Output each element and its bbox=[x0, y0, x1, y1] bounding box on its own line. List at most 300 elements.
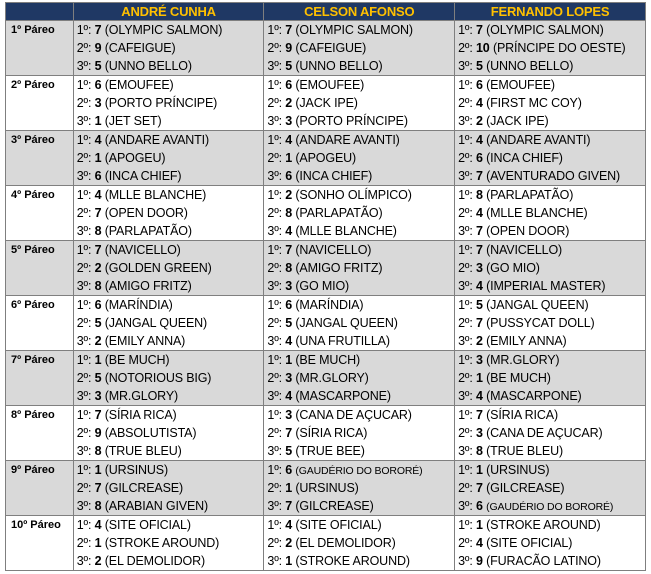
pick-position: 1º: bbox=[76, 133, 92, 147]
pick-line bbox=[74, 204, 264, 222]
race-label-cell bbox=[6, 351, 74, 406]
pick-position: 3º: bbox=[76, 59, 92, 73]
pick-cell bbox=[455, 351, 646, 406]
pick-position: 1º: bbox=[458, 463, 473, 477]
pick-cell bbox=[264, 351, 455, 406]
pick-horse: (MLLE BLANCHE) bbox=[486, 206, 588, 220]
pick-line bbox=[455, 76, 645, 94]
pick-horse: (TRUE BEE) bbox=[295, 444, 365, 458]
pick-horse: (EMOUFEE) bbox=[104, 78, 174, 92]
pick-number: 8 bbox=[285, 261, 293, 275]
pick-horse: (INCA CHIEF) bbox=[104, 169, 182, 183]
pick-position: 3º: bbox=[267, 499, 282, 513]
pick-number: 3 bbox=[476, 426, 483, 440]
pick-cell bbox=[73, 131, 264, 186]
pick-horse: (BE MUCH) bbox=[486, 371, 551, 385]
pick-line bbox=[455, 552, 645, 570]
pick-horse: (PORTO PRÍNCIPE) bbox=[295, 114, 408, 128]
pick-horse: (AMIGO FRITZ) bbox=[104, 279, 192, 293]
pick-line bbox=[264, 131, 454, 149]
pick-cell bbox=[73, 76, 264, 131]
pick-number: 7 bbox=[94, 243, 102, 257]
pick-number: 4 bbox=[94, 518, 102, 532]
pick-horse: (UNA FRUTILLA) bbox=[295, 334, 390, 348]
pick-horse: (OLYMPIC SALMON) bbox=[486, 23, 604, 37]
pick-horse: (TRUE BLEU) bbox=[486, 444, 563, 458]
pick-number: 4 bbox=[476, 536, 483, 550]
pick-line bbox=[264, 552, 454, 570]
pick-position: 2º: bbox=[76, 151, 92, 165]
pick-line bbox=[264, 497, 454, 515]
pick-number: 2 bbox=[476, 114, 483, 128]
pick-horse: (JACK IPE) bbox=[486, 114, 549, 128]
pick-horse: (PARLAPATÃO) bbox=[295, 206, 383, 220]
pick-line bbox=[74, 461, 264, 479]
pick-position: 2º: bbox=[76, 96, 92, 110]
race-row bbox=[6, 186, 646, 241]
pick-position: 1º: bbox=[267, 243, 282, 257]
pick-position: 1º: bbox=[458, 133, 473, 147]
pick-number: 7 bbox=[476, 224, 483, 238]
pick-line bbox=[74, 186, 264, 204]
pick-number: 7 bbox=[94, 206, 102, 220]
pick-position: 2º: bbox=[458, 261, 473, 275]
race-label: 3º Páreo bbox=[11, 134, 55, 146]
pick-line bbox=[264, 332, 454, 350]
pick-horse: (SITE OFICIAL) bbox=[486, 536, 573, 550]
pick-number: 6 bbox=[285, 298, 293, 312]
pick-horse: (EMOUFEE) bbox=[486, 78, 555, 92]
pick-number: 7 bbox=[94, 481, 102, 495]
pick-line bbox=[74, 332, 264, 350]
pick-position: 2º: bbox=[267, 151, 282, 165]
pick-position: 1º: bbox=[458, 23, 473, 37]
pick-horse: (OPEN DOOR) bbox=[104, 206, 188, 220]
pick-cell bbox=[73, 186, 264, 241]
pick-horse: (ANDARE AVANTI) bbox=[295, 133, 400, 147]
pick-horse: (NOTORIOUS BIG) bbox=[104, 371, 212, 385]
pick-position: 1º: bbox=[458, 78, 473, 92]
pick-number: 1 bbox=[476, 518, 483, 532]
pick-position: 3º: bbox=[458, 279, 473, 293]
pick-line bbox=[455, 277, 645, 295]
pick-number: 1 bbox=[285, 481, 293, 495]
pick-line bbox=[74, 552, 264, 570]
pick-position: 3º: bbox=[76, 444, 92, 458]
race-label: 9º Páreo bbox=[11, 464, 55, 476]
pick-number: 4 bbox=[285, 133, 293, 147]
pick-horse: (AVENTURADO GIVEN) bbox=[486, 169, 621, 183]
pick-number: 6 bbox=[476, 499, 483, 513]
pick-horse: (INCA CHIEF) bbox=[486, 151, 563, 165]
pick-line bbox=[455, 497, 645, 515]
pick-number: 3 bbox=[94, 96, 102, 110]
pick-horse: (URSINUS) bbox=[486, 463, 550, 477]
pick-line bbox=[264, 461, 454, 479]
pick-line bbox=[74, 57, 264, 75]
pick-position: 1º: bbox=[76, 463, 92, 477]
pick-line bbox=[74, 131, 264, 149]
pick-horse: (UNNO BELLO) bbox=[486, 59, 574, 73]
pick-line bbox=[455, 21, 645, 39]
pick-horse: (APOGEU) bbox=[295, 151, 357, 165]
pick-position: 2º: bbox=[458, 41, 473, 55]
header-race bbox=[6, 3, 74, 21]
pick-position: 2º: bbox=[267, 426, 282, 440]
pick-horse: (STROKE AROUND) bbox=[295, 554, 410, 568]
pick-line bbox=[455, 461, 645, 479]
pick-horse: (CANA DE AÇUCAR) bbox=[295, 408, 412, 422]
pick-position: 3º: bbox=[267, 389, 282, 403]
pick-number: 1 bbox=[94, 114, 102, 128]
pick-cell bbox=[73, 21, 264, 76]
pick-line bbox=[264, 351, 454, 369]
pick-number: 6 bbox=[94, 298, 102, 312]
pick-line bbox=[455, 387, 645, 405]
pick-line bbox=[455, 406, 645, 424]
pick-number: 2 bbox=[285, 188, 293, 202]
pick-cell bbox=[73, 351, 264, 406]
pick-horse: (FIRST MC COY) bbox=[486, 96, 582, 110]
race-label: 10º Páreo bbox=[11, 519, 61, 531]
pick-position: 1º: bbox=[267, 463, 282, 477]
pick-position: 2º: bbox=[458, 151, 473, 165]
pick-line bbox=[455, 57, 645, 75]
pick-line bbox=[74, 406, 264, 424]
pick-horse: (ARABIAN GIVEN) bbox=[104, 499, 209, 513]
pick-horse: (TRUE BLEU) bbox=[104, 444, 182, 458]
race-row bbox=[6, 461, 646, 516]
pick-position: 2º: bbox=[267, 261, 282, 275]
pick-horse: (JANGAL QUEEN) bbox=[486, 298, 589, 312]
pick-number: 7 bbox=[476, 408, 483, 422]
pick-cell bbox=[455, 21, 646, 76]
race-label-cell bbox=[6, 186, 74, 241]
pick-number: 6 bbox=[94, 169, 102, 183]
pick-number: 1 bbox=[285, 554, 293, 568]
race-label-cell bbox=[6, 241, 74, 296]
pick-position: 3º: bbox=[267, 169, 282, 183]
pick-horse: (EL DEMOLIDOR) bbox=[295, 536, 396, 550]
pick-horse: (ANDARE AVANTI) bbox=[104, 133, 209, 147]
pick-line bbox=[264, 387, 454, 405]
pick-position: 2º: bbox=[458, 371, 473, 385]
pick-position: 1º: bbox=[76, 78, 92, 92]
pick-position: 3º: bbox=[267, 59, 282, 73]
pick-position: 1º: bbox=[267, 78, 282, 92]
pick-horse: (JANGAL QUEEN) bbox=[295, 316, 398, 330]
pick-line bbox=[74, 497, 264, 515]
pick-horse: (FURACÃO LATINO) bbox=[486, 554, 601, 568]
pick-position: 2º: bbox=[267, 96, 282, 110]
pick-line bbox=[264, 94, 454, 112]
pick-number: 1 bbox=[94, 536, 102, 550]
pick-horse: (PORTO PRÍNCIPE) bbox=[104, 96, 218, 110]
pick-horse: (JACK IPE) bbox=[295, 96, 358, 110]
pick-position: 2º: bbox=[267, 481, 282, 495]
pick-position: 3º: bbox=[458, 554, 473, 568]
pick-horse: (NAVICELLO) bbox=[486, 243, 563, 257]
race-row bbox=[6, 76, 646, 131]
pick-position: 2º: bbox=[267, 206, 282, 220]
pick-number: 3 bbox=[285, 114, 293, 128]
pick-number: 4 bbox=[285, 224, 293, 238]
pick-line bbox=[455, 534, 645, 552]
pick-line bbox=[455, 442, 645, 460]
race-label-cell bbox=[6, 461, 74, 516]
pick-horse: (JET SET) bbox=[104, 114, 162, 128]
pick-position: 3º: bbox=[76, 499, 92, 513]
pick-horse: (APOGEU) bbox=[104, 151, 166, 165]
pick-horse: (GAUDÉRIO DO BORORÉ) bbox=[486, 501, 614, 513]
pick-number: 7 bbox=[476, 316, 483, 330]
pick-horse: (ABSOLUTISTA) bbox=[104, 426, 197, 440]
pick-position: 2º: bbox=[267, 41, 282, 55]
pick-number: 1 bbox=[476, 371, 483, 385]
pick-number: 9 bbox=[94, 41, 102, 55]
pick-horse: (EMILY ANNA) bbox=[486, 334, 567, 348]
pick-position: 3º: bbox=[76, 279, 92, 293]
pick-number: 6 bbox=[476, 151, 483, 165]
pick-number: 1 bbox=[94, 353, 102, 367]
race-row bbox=[6, 516, 646, 571]
pick-horse: (MR.GLORY) bbox=[486, 353, 560, 367]
pick-number: 4 bbox=[476, 389, 483, 403]
pick-position: 1º: bbox=[267, 408, 282, 422]
pick-position: 1º: bbox=[76, 353, 92, 367]
pick-cell bbox=[73, 461, 264, 516]
pick-position: 3º: bbox=[267, 554, 282, 568]
pick-position: 1º: bbox=[267, 23, 282, 37]
race-label: 7º Páreo bbox=[11, 354, 55, 366]
pick-line bbox=[455, 131, 645, 149]
pick-position: 1º: bbox=[76, 243, 92, 257]
pick-position: 3º: bbox=[458, 334, 473, 348]
pick-horse: (BE MUCH) bbox=[295, 353, 361, 367]
pick-number: 5 bbox=[94, 59, 102, 73]
pick-position: 3º: bbox=[76, 169, 92, 183]
pick-number: 2 bbox=[285, 536, 293, 550]
pick-horse: (MR.GLORY) bbox=[295, 371, 369, 385]
picks-table bbox=[5, 2, 646, 571]
pick-number: 6 bbox=[476, 78, 483, 92]
pick-line bbox=[264, 442, 454, 460]
pick-position: 2º: bbox=[76, 316, 92, 330]
pick-position: 2º: bbox=[458, 426, 473, 440]
pick-number: 5 bbox=[285, 444, 293, 458]
pick-line bbox=[74, 21, 264, 39]
pick-number: 4 bbox=[94, 133, 102, 147]
pick-position: 2º: bbox=[458, 96, 473, 110]
pick-position: 3º: bbox=[458, 389, 473, 403]
pick-position: 1º: bbox=[267, 188, 282, 202]
pick-line bbox=[264, 277, 454, 295]
pick-position: 3º: bbox=[76, 114, 92, 128]
pick-position: 2º: bbox=[76, 206, 92, 220]
race-label-cell bbox=[6, 76, 74, 131]
pick-horse: (SÍRIA RICA) bbox=[295, 426, 368, 440]
pick-line bbox=[264, 112, 454, 130]
pick-cell bbox=[455, 76, 646, 131]
pick-line bbox=[264, 57, 454, 75]
pick-position: 1º: bbox=[76, 188, 92, 202]
pick-position: 3º: bbox=[458, 444, 473, 458]
pick-number: 8 bbox=[94, 499, 102, 513]
pick-line bbox=[264, 479, 454, 497]
pick-number: 3 bbox=[94, 389, 102, 403]
pick-line bbox=[264, 76, 454, 94]
pick-number: 8 bbox=[476, 444, 483, 458]
pick-horse: (GILCREASE) bbox=[486, 481, 565, 495]
pick-position: 2º: bbox=[76, 481, 92, 495]
pick-horse: (MASCARPONE) bbox=[486, 389, 582, 403]
pick-number: 7 bbox=[94, 408, 102, 422]
pick-position: 1º: bbox=[458, 518, 473, 532]
pick-position: 2º: bbox=[458, 206, 473, 220]
pick-cell bbox=[455, 131, 646, 186]
pick-horse: (OPEN DOOR) bbox=[486, 224, 570, 238]
pick-line bbox=[74, 222, 264, 240]
pick-cell bbox=[264, 76, 455, 131]
pick-cell bbox=[455, 406, 646, 461]
race-label-cell bbox=[6, 516, 74, 571]
pick-number: 10 bbox=[476, 41, 490, 55]
pick-line bbox=[74, 314, 264, 332]
pick-position: 1º: bbox=[267, 353, 282, 367]
pick-number: 7 bbox=[285, 499, 293, 513]
pick-line bbox=[74, 479, 264, 497]
race-label: 4º Páreo bbox=[11, 189, 55, 201]
pick-line bbox=[264, 241, 454, 259]
pick-horse: (STROKE AROUND) bbox=[104, 536, 220, 550]
pick-line bbox=[455, 222, 645, 240]
pick-position: 2º: bbox=[76, 41, 92, 55]
pick-line bbox=[455, 332, 645, 350]
pick-number: 9 bbox=[94, 426, 102, 440]
pick-horse: (CAFEIGUE) bbox=[104, 41, 176, 55]
pick-cell bbox=[455, 516, 646, 571]
pick-position: 1º: bbox=[267, 518, 282, 532]
pick-number: 7 bbox=[476, 243, 483, 257]
pick-cell bbox=[455, 461, 646, 516]
pick-number: 4 bbox=[285, 334, 293, 348]
pick-position: 2º: bbox=[458, 481, 473, 495]
pick-horse: (PUSSYCAT DOLL) bbox=[486, 316, 595, 330]
pick-line bbox=[264, 296, 454, 314]
pick-number: 3 bbox=[476, 353, 483, 367]
pick-line bbox=[74, 369, 264, 387]
pick-position: 3º: bbox=[458, 169, 473, 183]
pick-number: 5 bbox=[94, 371, 102, 385]
pick-number: 3 bbox=[285, 279, 293, 293]
header-row bbox=[6, 3, 646, 21]
pick-position: 1º: bbox=[458, 353, 473, 367]
header-celson-afonso: CELSON AFONSO bbox=[264, 3, 455, 21]
pick-horse: (ANDARE AVANTI) bbox=[486, 133, 591, 147]
pick-line bbox=[264, 222, 454, 240]
pick-number: 8 bbox=[476, 188, 483, 202]
pick-line bbox=[74, 351, 264, 369]
pick-position: 1º: bbox=[458, 243, 473, 257]
pick-number: 1 bbox=[285, 353, 293, 367]
pick-position: 3º: bbox=[267, 114, 282, 128]
pick-number: 7 bbox=[476, 23, 483, 37]
pick-horse: (GOLDEN GREEN) bbox=[104, 261, 212, 275]
pick-number: 2 bbox=[476, 334, 483, 348]
pick-number: 4 bbox=[285, 389, 293, 403]
pick-cell bbox=[264, 461, 455, 516]
pick-horse: (NAVICELLO) bbox=[295, 243, 372, 257]
pick-number: 7 bbox=[94, 23, 102, 37]
race-row bbox=[6, 406, 646, 461]
pick-position: 3º: bbox=[267, 444, 282, 458]
pick-horse: (UNNO BELLO) bbox=[104, 59, 192, 73]
pick-position: 3º: bbox=[458, 499, 473, 513]
pick-horse: (MLLE BLANCHE) bbox=[104, 188, 207, 202]
race-label: 8º Páreo bbox=[11, 409, 55, 421]
pick-horse: (MARÍNDIA) bbox=[295, 298, 364, 312]
race-label-cell bbox=[6, 131, 74, 186]
pick-horse: (SITE OFICIAL) bbox=[295, 518, 382, 532]
race-label: 1º Páreo bbox=[11, 24, 55, 36]
pick-number: 2 bbox=[285, 96, 293, 110]
race-row bbox=[6, 21, 646, 76]
pick-position: 2º: bbox=[458, 316, 473, 330]
pick-line bbox=[264, 186, 454, 204]
pick-position: 2º: bbox=[76, 426, 92, 440]
pick-line bbox=[455, 186, 645, 204]
pick-number: 4 bbox=[94, 188, 102, 202]
pick-horse: (CANA DE AÇUCAR) bbox=[486, 426, 603, 440]
pick-horse: (SITE OFICIAL) bbox=[104, 518, 191, 532]
pick-line bbox=[455, 369, 645, 387]
pick-number: 9 bbox=[285, 41, 293, 55]
pick-number: 5 bbox=[476, 298, 483, 312]
race-label: 5º Páreo bbox=[11, 244, 55, 256]
pick-cell bbox=[455, 241, 646, 296]
pick-position: 1º: bbox=[76, 298, 92, 312]
pick-line bbox=[264, 424, 454, 442]
pick-horse: (GILCREASE) bbox=[295, 499, 374, 513]
pick-horse: (GO MIO) bbox=[295, 279, 350, 293]
pick-position: 3º: bbox=[76, 389, 92, 403]
pick-number: 8 bbox=[285, 206, 293, 220]
pick-line bbox=[74, 259, 264, 277]
pick-horse: (SÍRIA RICA) bbox=[486, 408, 558, 422]
pick-number: 3 bbox=[285, 408, 293, 422]
pick-horse: (GILCREASE) bbox=[104, 481, 183, 495]
pick-number: 5 bbox=[285, 316, 293, 330]
pick-number: 4 bbox=[285, 518, 293, 532]
pick-number: 3 bbox=[285, 371, 293, 385]
pick-number: 6 bbox=[285, 169, 293, 183]
pick-number: 4 bbox=[476, 96, 483, 110]
pick-cell bbox=[73, 406, 264, 461]
pick-number: 2 bbox=[94, 334, 102, 348]
pick-number: 8 bbox=[94, 444, 102, 458]
pick-line bbox=[74, 424, 264, 442]
pick-line bbox=[264, 149, 454, 167]
pick-position: 1º: bbox=[458, 298, 473, 312]
pick-line bbox=[455, 479, 645, 497]
pick-number: 3 bbox=[476, 261, 483, 275]
pick-line bbox=[264, 534, 454, 552]
pick-number: 1 bbox=[94, 151, 102, 165]
pick-line bbox=[264, 39, 454, 57]
pick-line bbox=[74, 387, 264, 405]
pick-line bbox=[455, 314, 645, 332]
pick-cell bbox=[264, 296, 455, 351]
